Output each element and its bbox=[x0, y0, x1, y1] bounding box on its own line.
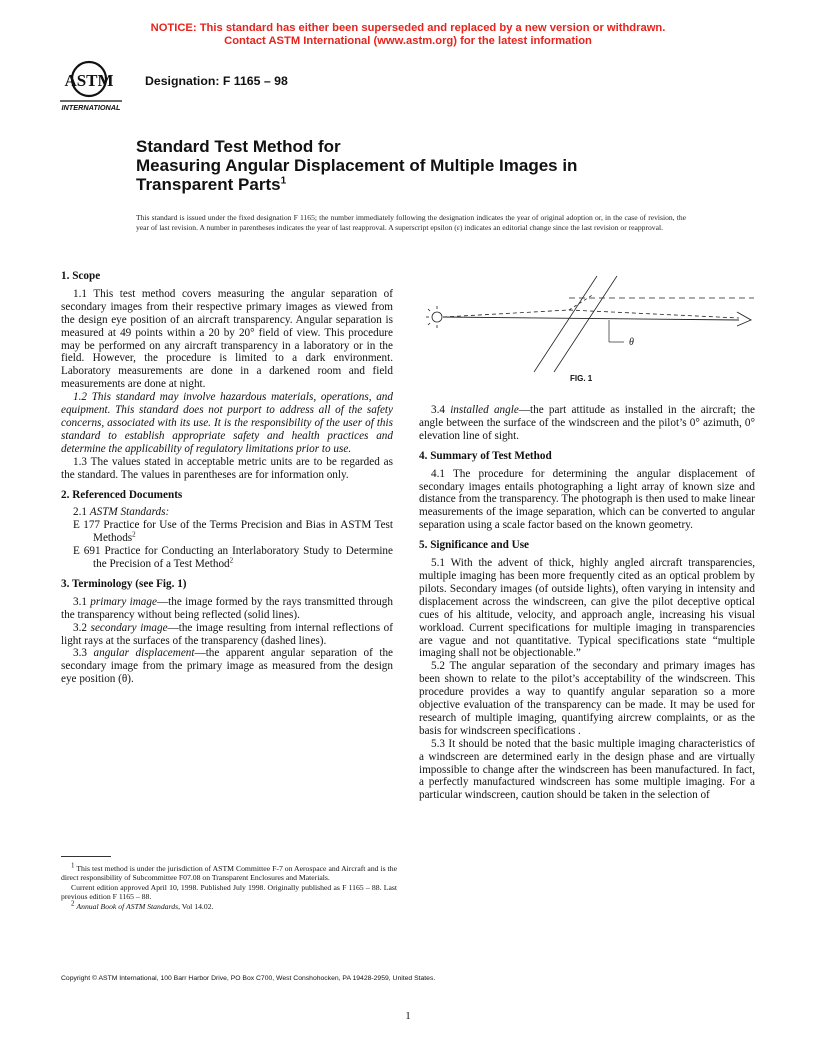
summary-heading: 4. Summary of Test Method bbox=[419, 449, 552, 462]
para-3-4-text: —the part attitude as installed in the aircraft; the angle between the surface of the windscreen and the pilot’s 0° azimuth, 0° elevation line of sight. bbox=[419, 404, 755, 442]
left-column bbox=[61, 270, 393, 686]
para-3-4-num: 3.4 bbox=[431, 404, 451, 416]
para-5-3: 5.3 It should be noted that the basic multiple imaging characteristics of a windscreen are determined early in the design phase and are virtually impossible to change after the windscreen has been manufactured. In fact, a perfectly manufactured windscreen has some multiple imaging. For a particular windscreen, caution should be taken in the selection of bbox=[419, 737, 755, 802]
title-line-1: Standard Test Method for bbox=[136, 137, 341, 156]
para-3-1-num: 3.1 bbox=[73, 595, 91, 608]
scope-heading: 1. Scope bbox=[61, 270, 101, 282]
reference-e691 bbox=[61, 545, 393, 571]
referenced-documents-heading: 2. Referenced Documents bbox=[61, 488, 183, 501]
logo-mark: ASTM bbox=[64, 71, 114, 90]
title-footnote-mark: 1 bbox=[280, 175, 287, 187]
document-title bbox=[136, 137, 696, 194]
title-line-3: Transparent Parts bbox=[136, 175, 281, 194]
para-1-3: 1.3 The values stated in acceptable metric units are to be regarded as the standard. The values in parentheses are for information only. bbox=[61, 455, 393, 481]
right-column bbox=[419, 404, 755, 802]
para-3-2 bbox=[61, 622, 393, 648]
term-secondary-image: secondary image bbox=[90, 621, 168, 634]
para-1-2: 1.2 This standard may involve hazardous materials, operations, and equipment. This standard does not purport to address all of the safety concerns, associated with its use. It is the responsibility of the user of this standard to establish appropriate safety and health practices and determine the applicability of regulatory limitations prior to use. bbox=[61, 391, 393, 455]
astm-logo bbox=[60, 57, 130, 119]
para-3-3-num: 3.3 bbox=[73, 647, 94, 660]
footnotes bbox=[61, 861, 397, 911]
copyright: Copyright © ASTM International, 100 Barr Harbor Drive, PO Box C700, West Conshohocken, PA 19428-2959, United States. bbox=[61, 975, 436, 982]
theta-label: θ bbox=[629, 337, 634, 348]
footnote-2-mark: 2 bbox=[71, 899, 75, 908]
footnote-2 bbox=[61, 899, 397, 911]
terminology-heading: 3. Terminology (see Fig. 1) bbox=[61, 577, 187, 590]
para-5-1: 5.1 With the advent of thick, highly angled aircraft transparencies, multiple imaging has been more frequently cited as an optical problem by pilots. Secondary images (of outside lights), often varying in intensity and displacement across the windscreen, can give the pilot deceptive optical cues of his altitude, velocity, and approach angle, increasing his visual workload. Current specifications for multiple imaging in transparencies are vague and not quantitative. Typical specifications state “multiple imaging shall not be objectionable.” bbox=[419, 557, 755, 660]
para-1-1: 1.1 This test method covers measuring the angular separation of secondary images from their respective primary images as viewed from the design eye position of an aircraft transparency. Angular separation is measured at 49 points within a 20 by 20° field of view. This procedure may be performed on any aircraft transparency in a laboratory or in the field. However, the procedure is limited to a dark environment. Laboratory measurements are done in a darkened room and field measurements are done at night. bbox=[61, 287, 393, 391]
notice-banner bbox=[0, 22, 816, 47]
footnote-rule bbox=[61, 856, 111, 857]
para-3-2-num: 3.2 bbox=[73, 621, 91, 634]
reference-e691-sup: 2 bbox=[229, 556, 234, 565]
page-number: 1 bbox=[405, 1010, 411, 1022]
astm-logo-icon bbox=[60, 57, 130, 119]
figure-label: FIG. 1 bbox=[570, 374, 593, 383]
figure-1 bbox=[419, 268, 759, 390]
preamble: This standard is issued under the fixed designation F 1165; the number immediately following the designation indicates the year of original adoption or, in the case of revision, the year of last revision. A number in parentheses indicates the year of last reapproval. A superscript epsilon (ε) indicates an editorial change since the last revision or reapproval. bbox=[136, 213, 686, 233]
para-3-3-text: —the apparent angular separation of the secondary image from the primary image as measured from the design eye position (θ). bbox=[61, 647, 394, 686]
angular-displacement-diagram bbox=[419, 268, 759, 378]
footnote-1b: Current edition approved April 10, 1998. Published July 1998. Originally published as F 1165 – 88. Last previous edition F 1165 – 88. bbox=[61, 882, 397, 902]
term-primary-image: primary image bbox=[90, 595, 157, 608]
para-3-3 bbox=[61, 647, 393, 686]
footnote-2-title: Annual Book of ASTM Standards bbox=[76, 901, 179, 911]
para-3-4 bbox=[419, 404, 755, 443]
title-line-2: Measuring Angular Displacement of Multiple Images in bbox=[136, 156, 578, 175]
notice-line-2: Contact ASTM International (www.astm.org) for the latest information bbox=[224, 34, 592, 47]
para-4-1: 4.1 The procedure for determining the angular displacement of secondary images entails photographing a light array of known size and distance from the transparency. The photograph is then used to make linear measurements of the image separation, which can be converted to angular separation using a scale factor based on the known geometry. bbox=[419, 467, 755, 532]
para-5-2: 5.2 The angular separation of the secondary and primary images has been shown to relate to the pilot’s acceptability of the windscreen. This procedure provides a way to quantify angular separation so a more objective evaluation of the transparency can be made. It may be used for research of multiple imaging, quantifying aircrew complaints, or as the basis for windscreen specifications . bbox=[419, 660, 755, 737]
logo-text: INTERNATIONAL bbox=[61, 103, 121, 112]
term-angular-displacement: angular displacement bbox=[93, 647, 195, 660]
significance-heading: 5. Significance and Use bbox=[419, 539, 530, 552]
para-2-1: ASTM Standards: bbox=[89, 506, 170, 519]
footnote-1-text: This test method is under the jurisdiction of ASTM Committee F-7 on Aerospace and Aircraft and is the direct responsibility of Subcommittee F07.08 on Transparent Enclosures and Materials. bbox=[61, 864, 397, 883]
designation: Designation: F 1165 – 98 bbox=[145, 74, 288, 88]
notice-line-1: NOTICE: This standard has either been superseded and replaced by a new version or withdrawn. bbox=[150, 22, 666, 34]
reference-e177 bbox=[61, 519, 393, 545]
footnote-1 bbox=[61, 861, 397, 883]
reference-e177-sup: 2 bbox=[132, 530, 136, 539]
term-installed-angle: installed angle bbox=[450, 404, 519, 416]
para-3-2-text: —the image resulting from internal reflections of light rays at the surfaces of the transparency (dashed lines). bbox=[61, 621, 394, 647]
light-source-icon bbox=[426, 306, 442, 328]
footnote-1-mark: 1 bbox=[71, 861, 75, 870]
para-3-1 bbox=[61, 596, 393, 622]
footnote-2-tail: , Vol 14.02. bbox=[178, 901, 214, 911]
reference-e177-text: E 177 Practice for Use of the Terms Precision and Bias in ASTM Test Methods bbox=[73, 519, 393, 545]
para-2-1-num: 2.1 bbox=[73, 506, 90, 519]
para-3-1-text: —the image formed by the rays transmitted through the transparency without being reflected (solid lines). bbox=[61, 595, 393, 621]
reference-e691-text: E 691 Practice for Conducting an Interlaboratory Study to Determine the Precision of a Test Method bbox=[73, 545, 393, 571]
